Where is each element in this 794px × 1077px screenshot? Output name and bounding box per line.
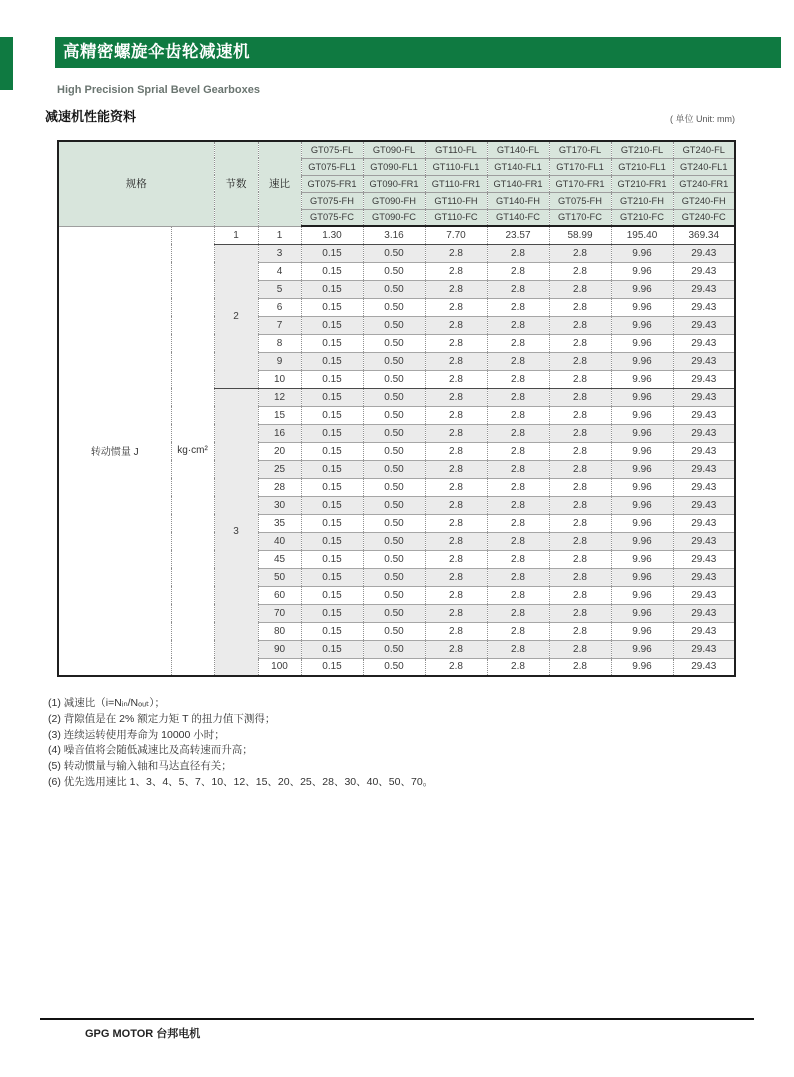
model-header-cell: GT090-FC (363, 209, 425, 226)
value-cell: 9.96 (611, 658, 673, 676)
value-cell: 2.8 (425, 406, 487, 424)
value-cell: 0.50 (363, 496, 425, 514)
value-cell: 0.50 (363, 352, 425, 370)
value-cell: 0.15 (301, 388, 363, 406)
value-cell: 2.8 (549, 406, 611, 424)
value-cell: 0.50 (363, 460, 425, 478)
page-title-bar (55, 37, 781, 68)
model-header-cell: GT110-FR1 (425, 175, 487, 192)
value-cell: 2.8 (549, 514, 611, 532)
value-cell: 2.8 (549, 370, 611, 388)
value-cell: 0.15 (301, 244, 363, 262)
value-cell: 2.8 (425, 442, 487, 460)
value-cell: 2.8 (487, 352, 549, 370)
model-header-cell: GT140-FL1 (487, 158, 549, 175)
value-cell: 2.8 (425, 244, 487, 262)
ratio-cell: 5 (258, 280, 301, 298)
value-cell: 2.8 (425, 370, 487, 388)
value-cell: 0.15 (301, 478, 363, 496)
value-cell: 2.8 (425, 658, 487, 676)
value-cell: 29.43 (673, 334, 735, 352)
value-cell: 9.96 (611, 532, 673, 550)
model-header-cell: GT090-FH (363, 192, 425, 209)
value-cell: 2.8 (549, 604, 611, 622)
value-cell: 0.50 (363, 370, 425, 388)
ratio-cell: 60 (258, 586, 301, 604)
value-cell: 0.15 (301, 568, 363, 586)
value-cell: 29.43 (673, 388, 735, 406)
ratio-cell: 15 (258, 406, 301, 424)
value-cell: 2.8 (425, 460, 487, 478)
page-subtitle: High Precision Sprial Bevel Gearboxes (57, 84, 260, 96)
value-cell: 2.8 (549, 658, 611, 676)
value-cell: 2.8 (487, 316, 549, 334)
unit-note: ( 单位 Unit: mm) (670, 114, 735, 124)
value-cell: 2.8 (425, 622, 487, 640)
ratio-cell: 6 (258, 298, 301, 316)
value-cell: 0.15 (301, 514, 363, 532)
value-cell: 2.8 (549, 496, 611, 514)
value-cell: 2.8 (549, 622, 611, 640)
value-cell: 2.8 (549, 424, 611, 442)
value-cell: 2.8 (425, 352, 487, 370)
value-cell: 29.43 (673, 496, 735, 514)
value-cell: 0.15 (301, 586, 363, 604)
value-cell: 2.8 (425, 334, 487, 352)
model-header-cell: GT210-FL1 (611, 158, 673, 175)
value-cell: 9.96 (611, 280, 673, 298)
model-header-cell: GT210-FR1 (611, 175, 673, 192)
value-cell: 9.96 (611, 244, 673, 262)
value-cell: 0.15 (301, 496, 363, 514)
value-cell: 2.8 (425, 496, 487, 514)
value-cell: 2.8 (425, 640, 487, 658)
value-cell: 29.43 (673, 370, 735, 388)
value-cell: 2.8 (487, 388, 549, 406)
model-header-cell: GT240-FL (673, 141, 735, 158)
sections-cell: 2 (214, 244, 258, 388)
value-cell: 2.8 (425, 550, 487, 568)
value-cell: 0.15 (301, 604, 363, 622)
value-cell: 0.50 (363, 514, 425, 532)
footnote: (4) 噪音值将会随低减速比及高转速而升高； (48, 744, 253, 757)
brand-accent-block (0, 37, 13, 90)
value-cell: 0.50 (363, 406, 425, 424)
value-cell: 2.8 (549, 244, 611, 262)
value-cell: 9.96 (611, 514, 673, 532)
value-cell: 9.96 (611, 352, 673, 370)
value-cell: 2.8 (487, 478, 549, 496)
model-header-cell: GT240-FR1 (673, 175, 735, 192)
value-cell: 0.15 (301, 424, 363, 442)
value-cell: 9.96 (611, 586, 673, 604)
section-heading-row (45, 106, 735, 125)
ratio-cell: 80 (258, 622, 301, 640)
value-cell: 2.8 (549, 262, 611, 280)
value-cell: 0.50 (363, 532, 425, 550)
value-cell: 9.96 (611, 568, 673, 586)
value-cell: 0.15 (301, 460, 363, 478)
value-cell: 29.43 (673, 586, 735, 604)
ratio-cell: 35 (258, 514, 301, 532)
value-cell: 23.57 (487, 226, 549, 244)
value-cell: 0.15 (301, 280, 363, 298)
model-header-cell: GT110-FL1 (425, 158, 487, 175)
value-cell: 0.50 (363, 622, 425, 640)
model-header-cell: GT075-FC (301, 209, 363, 226)
value-cell: 9.96 (611, 442, 673, 460)
value-cell: 2.8 (425, 532, 487, 550)
value-cell: 2.8 (487, 370, 549, 388)
value-cell: 29.43 (673, 478, 735, 496)
value-cell: 0.50 (363, 334, 425, 352)
value-cell: 2.8 (487, 496, 549, 514)
table-body (58, 226, 735, 676)
value-cell: 2.8 (425, 298, 487, 316)
model-header-cell: GT110-FL (425, 141, 487, 158)
footnote: (1) 减速比（i=Nᵢₙ/Nₒᵤₜ）； (48, 697, 165, 709)
value-cell: 58.99 (549, 226, 611, 244)
model-header-cell: GT075-FR1 (301, 175, 363, 192)
value-cell: 29.43 (673, 514, 735, 532)
value-cell: 2.8 (425, 478, 487, 496)
value-cell: 2.8 (549, 334, 611, 352)
value-cell: 0.15 (301, 622, 363, 640)
value-cell: 2.8 (487, 550, 549, 568)
value-cell: 2.8 (549, 532, 611, 550)
spec-header: 规格 (58, 141, 214, 226)
value-cell: 0.50 (363, 244, 425, 262)
value-cell: 0.50 (363, 388, 425, 406)
performance-table-wrap (57, 140, 736, 677)
value-cell: 2.8 (487, 568, 549, 586)
value-cell: 0.50 (363, 550, 425, 568)
value-cell: 29.43 (673, 352, 735, 370)
value-cell: 9.96 (611, 496, 673, 514)
value-cell: 9.96 (611, 550, 673, 568)
value-cell: 29.43 (673, 550, 735, 568)
value-cell: 0.15 (301, 352, 363, 370)
value-cell: 0.15 (301, 550, 363, 568)
value-cell: 2.8 (549, 316, 611, 334)
value-cell: 0.50 (363, 280, 425, 298)
sections-header: 节数 (214, 141, 258, 226)
sections-cell: 1 (214, 226, 258, 244)
model-header-cell: GT170-FR1 (549, 175, 611, 192)
value-cell: 2.8 (425, 280, 487, 298)
value-cell: 9.96 (611, 424, 673, 442)
footnotes (48, 696, 433, 791)
value-cell: 0.15 (301, 316, 363, 334)
value-cell: 9.96 (611, 298, 673, 316)
model-header-cell: GT075-FL1 (301, 158, 363, 175)
value-cell: 0.15 (301, 658, 363, 676)
value-cell: 2.8 (487, 622, 549, 640)
model-header-cell: GT240-FL1 (673, 158, 735, 175)
value-cell: 2.8 (487, 424, 549, 442)
value-cell: 0.50 (363, 316, 425, 334)
value-cell: 9.96 (611, 334, 673, 352)
model-header-cell: GT140-FH (487, 192, 549, 209)
value-cell: 2.8 (425, 388, 487, 406)
model-header-cell: GT090-FL1 (363, 158, 425, 175)
value-cell: 0.15 (301, 262, 363, 280)
model-header-cell: GT240-FH (673, 192, 735, 209)
spec-label-cell: 转动惯量 J (58, 226, 171, 676)
value-cell: 29.43 (673, 406, 735, 424)
value-cell: 2.8 (487, 280, 549, 298)
value-cell: 2.8 (487, 604, 549, 622)
footnote: (5) 转动惯量与输入轴和马达直径有关； (48, 760, 232, 773)
value-cell: 2.8 (425, 586, 487, 604)
value-cell: 2.8 (549, 586, 611, 604)
ratio-cell: 28 (258, 478, 301, 496)
value-cell: 0.50 (363, 442, 425, 460)
value-cell: 9.96 (611, 640, 673, 658)
value-cell: 2.8 (549, 442, 611, 460)
value-cell: 2.8 (549, 388, 611, 406)
value-cell: 0.50 (363, 586, 425, 604)
value-cell: 2.8 (487, 244, 549, 262)
value-cell: 2.8 (487, 334, 549, 352)
section-title: 减速机性能资料 (45, 109, 137, 124)
value-cell: 3.16 (363, 226, 425, 244)
value-cell: 9.96 (611, 370, 673, 388)
value-cell: 9.96 (611, 478, 673, 496)
ratio-cell: 30 (258, 496, 301, 514)
ratio-cell: 100 (258, 658, 301, 676)
value-cell: 2.8 (487, 658, 549, 676)
model-header-cell: GT090-FL (363, 141, 425, 158)
value-cell: 29.43 (673, 244, 735, 262)
value-cell: 2.8 (549, 352, 611, 370)
model-header-cell: GT170-FC (549, 209, 611, 226)
ratio-cell: 1 (258, 226, 301, 244)
value-cell: 2.8 (549, 550, 611, 568)
value-cell: 9.96 (611, 406, 673, 424)
value-cell: 2.8 (425, 568, 487, 586)
footer-divider (40, 1018, 754, 1020)
model-header-cell: GT090-FR1 (363, 175, 425, 192)
value-cell: 29.43 (673, 298, 735, 316)
table-header (58, 141, 735, 226)
model-header-cell: GT240-FC (673, 209, 735, 226)
value-cell: 369.34 (673, 226, 735, 244)
ratio-cell: 25 (258, 460, 301, 478)
ratio-cell: 16 (258, 424, 301, 442)
value-cell: 29.43 (673, 316, 735, 334)
value-cell: 2.8 (487, 514, 549, 532)
model-header-cell: GT210-FC (611, 209, 673, 226)
value-cell: 2.8 (549, 478, 611, 496)
value-cell: 0.50 (363, 568, 425, 586)
value-cell: 9.96 (611, 262, 673, 280)
value-cell: 2.8 (549, 280, 611, 298)
value-cell: 2.8 (487, 298, 549, 316)
value-cell: 2.8 (425, 262, 487, 280)
value-cell: 0.50 (363, 640, 425, 658)
ratio-cell: 3 (258, 244, 301, 262)
ratio-cell: 50 (258, 568, 301, 586)
model-header-cell: GT140-FR1 (487, 175, 549, 192)
sections-cell: 3 (214, 388, 258, 676)
footnote: (3) 连续运转使用寿命为 10000 小时； (48, 728, 225, 741)
value-cell: 29.43 (673, 604, 735, 622)
value-cell: 2.8 (487, 640, 549, 658)
model-header-cell: GT210-FL (611, 141, 673, 158)
value-cell: 2.8 (425, 514, 487, 532)
value-cell: 2.8 (487, 586, 549, 604)
footer-brand: GPG MOTOR 台邦电机 (85, 1028, 201, 1040)
ratio-cell: 70 (258, 604, 301, 622)
value-cell: 2.8 (425, 604, 487, 622)
ratio-cell: 4 (258, 262, 301, 280)
value-cell: 2.8 (549, 640, 611, 658)
performance-table (57, 140, 736, 677)
value-cell: 2.8 (487, 532, 549, 550)
spec-unit-cell: kg·cm² (171, 226, 214, 676)
model-header-cell: GT075-FH (301, 192, 363, 209)
model-header-cell: GT110-FC (425, 209, 487, 226)
value-cell: 0.15 (301, 532, 363, 550)
page-title: 高精密螺旋伞齿轮减速机 (63, 43, 250, 61)
value-cell: 9.96 (611, 316, 673, 334)
value-cell: 0.15 (301, 370, 363, 388)
ratio-cell: 7 (258, 316, 301, 334)
value-cell: 0.50 (363, 298, 425, 316)
value-cell: 0.50 (363, 262, 425, 280)
value-cell: 0.50 (363, 604, 425, 622)
value-cell: 2.8 (487, 460, 549, 478)
value-cell: 9.96 (611, 460, 673, 478)
value-cell: 29.43 (673, 424, 735, 442)
model-header-cell: GT075-FL (301, 141, 363, 158)
model-header-cell: GT110-FH (425, 192, 487, 209)
ratio-cell: 90 (258, 640, 301, 658)
value-cell: 29.43 (673, 460, 735, 478)
value-cell: 9.96 (611, 622, 673, 640)
value-cell: 29.43 (673, 280, 735, 298)
model-header-cell: GT170-FL1 (549, 158, 611, 175)
value-cell: 29.43 (673, 622, 735, 640)
footnote: (2) 背隙值是在 2% 额定力矩 T 的扭力值下测得； (48, 712, 276, 725)
value-cell: 0.15 (301, 334, 363, 352)
model-header-cell: GT210-FH (611, 192, 673, 209)
value-cell: 2.8 (549, 568, 611, 586)
ratio-cell: 40 (258, 532, 301, 550)
value-cell: 195.40 (611, 226, 673, 244)
value-cell: 29.43 (673, 640, 735, 658)
value-cell: 7.70 (425, 226, 487, 244)
value-cell: 2.8 (487, 262, 549, 280)
ratio-cell: 10 (258, 370, 301, 388)
value-cell: 0.50 (363, 658, 425, 676)
value-cell: 2.8 (425, 316, 487, 334)
ratio-cell: 9 (258, 352, 301, 370)
model-header-cell: GT170-FL (549, 141, 611, 158)
model-header-cell: GT075-FH (549, 192, 611, 209)
value-cell: 0.15 (301, 442, 363, 460)
value-cell: 2.8 (487, 442, 549, 460)
value-cell: 9.96 (611, 388, 673, 406)
footnote: (6) 优先选用速比 1、3、4、5、7、10、12、15、20、25、28、30、40、50、70。 (48, 775, 434, 788)
value-cell: 0.15 (301, 298, 363, 316)
value-cell: 2.8 (549, 460, 611, 478)
value-cell: 1.30 (301, 226, 363, 244)
value-cell: 0.50 (363, 478, 425, 496)
value-cell: 0.50 (363, 424, 425, 442)
value-cell: 29.43 (673, 658, 735, 676)
value-cell: 2.8 (425, 424, 487, 442)
value-cell: 29.43 (673, 262, 735, 280)
value-cell: 2.8 (549, 298, 611, 316)
table-row (58, 226, 735, 244)
value-cell: 29.43 (673, 532, 735, 550)
value-cell: 2.8 (487, 406, 549, 424)
value-cell: 0.15 (301, 640, 363, 658)
value-cell: 9.96 (611, 604, 673, 622)
ratio-cell: 45 (258, 550, 301, 568)
value-cell: 29.43 (673, 442, 735, 460)
ratio-cell: 12 (258, 388, 301, 406)
ratio-cell: 20 (258, 442, 301, 460)
value-cell: 29.43 (673, 568, 735, 586)
model-header-cell: GT140-FL (487, 141, 549, 158)
model-header-cell: GT140-FC (487, 209, 549, 226)
ratio-header: 速比 (258, 141, 301, 226)
value-cell: 0.15 (301, 406, 363, 424)
ratio-cell: 8 (258, 334, 301, 352)
